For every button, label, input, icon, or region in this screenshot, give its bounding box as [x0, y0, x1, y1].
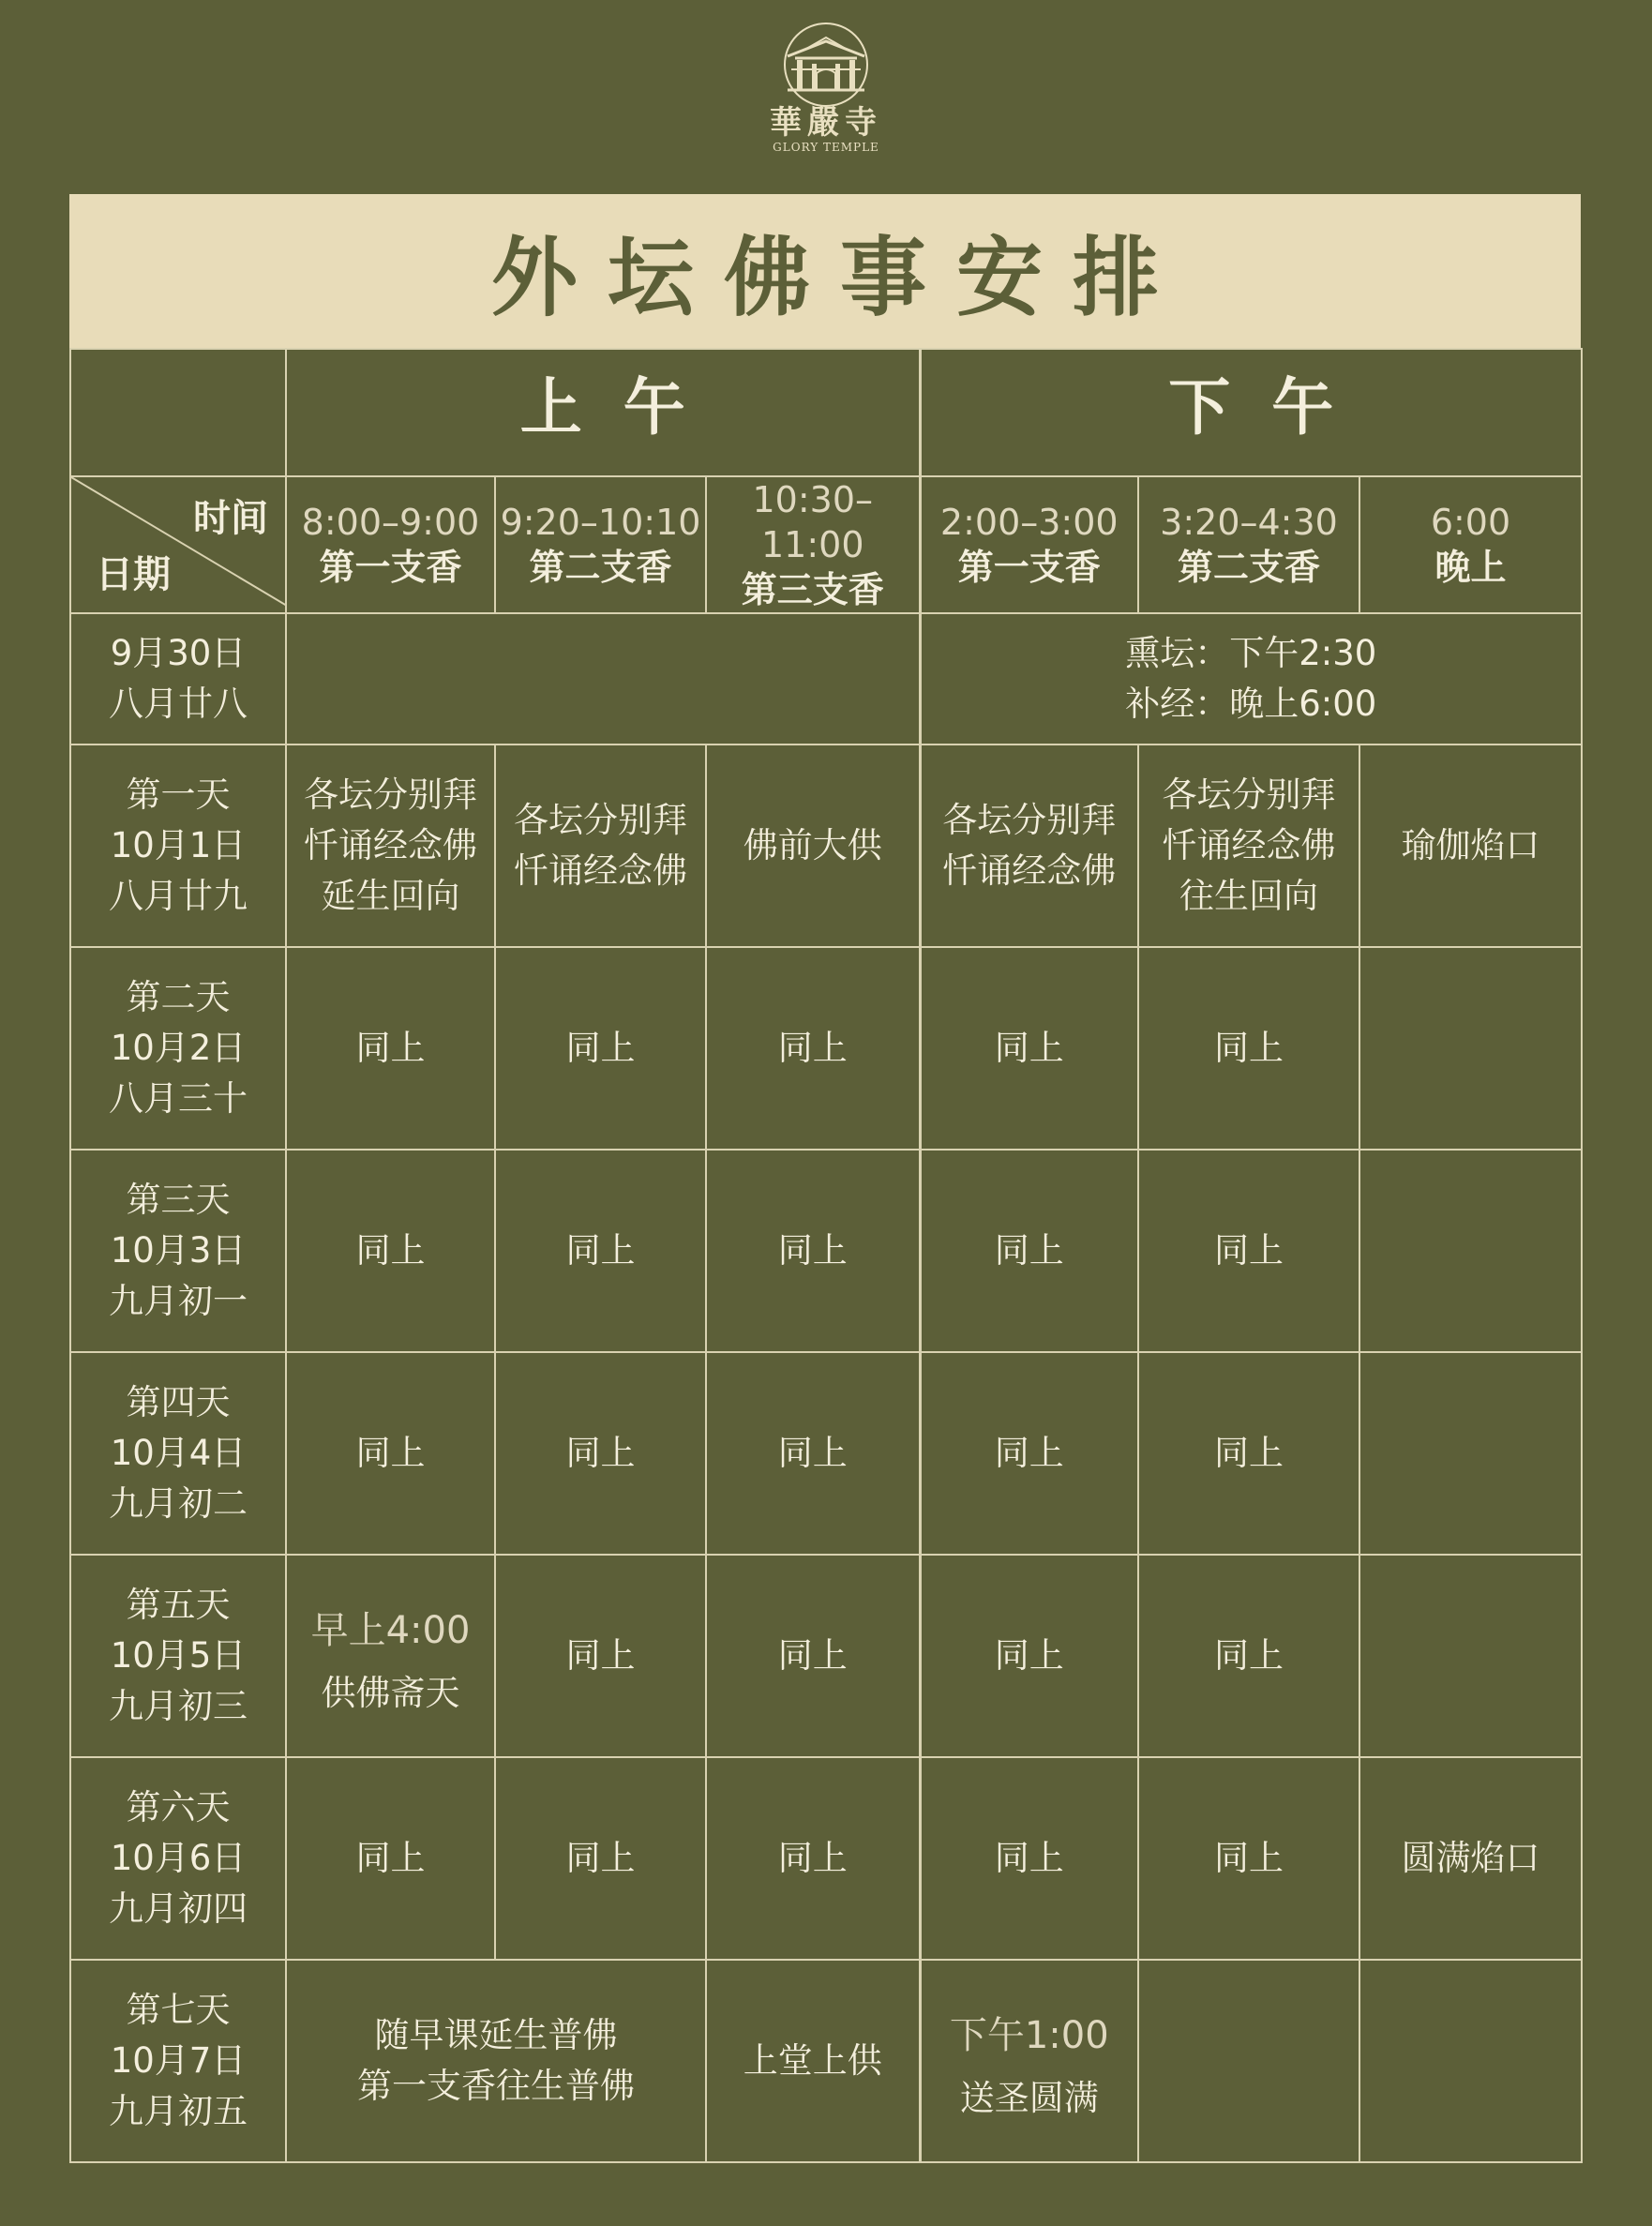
afternoon-label: 下午 [1168, 371, 1375, 444]
date-cell [70, 1352, 286, 1555]
date-text: 9月30日 [110, 633, 247, 673]
lunar-date: 九月初三 [109, 1686, 248, 1726]
schedule-cell: 同上 [706, 1352, 920, 1555]
schedule-cell [1138, 745, 1359, 947]
empty-cell [1359, 1960, 1582, 2162]
day-label: 第六天 [126, 1787, 231, 1827]
table-row [70, 947, 1582, 1150]
logo-chinese-name: 華嚴寺 [770, 104, 882, 142]
lunar-date: 八月廿九 [109, 876, 248, 916]
schedule-cell: 同上 [495, 1352, 706, 1555]
schedule-cell: 同上 [495, 1150, 706, 1352]
afternoon-header [920, 349, 1582, 476]
table-row [70, 1150, 1582, 1352]
page-title: 外坛佛事安排 [490, 227, 1189, 328]
note-line: 熏坛：下午2:30 [1125, 633, 1377, 673]
date-text: 10月3日 [110, 1230, 247, 1271]
date-text: 10月1日 [110, 825, 247, 865]
cell-line: 供佛斋天 [321, 1673, 460, 1713]
prep-note-cell [920, 613, 1582, 745]
column-time: 8:00–9:00 [301, 502, 480, 543]
cell-time: 早上4:00 [310, 1609, 471, 1652]
column-slot: 第二支香 [529, 547, 672, 588]
cell-line: 各坛分别拜 [514, 800, 687, 840]
date-cell [70, 1555, 286, 1757]
schedule-cell [1359, 745, 1582, 947]
cell-line: 各坛分别拜 [1162, 775, 1336, 815]
schedule-cell: 同上 [495, 1555, 706, 1757]
column-header [495, 476, 706, 613]
column-header [1359, 476, 1582, 613]
cell-line: 送圣圆满 [959, 2078, 1099, 2118]
schedule-cell [920, 745, 1138, 947]
schedule-cell [1359, 947, 1582, 1150]
lunar-date: 九月初四 [109, 1888, 248, 1929]
table-row [70, 1960, 1582, 2162]
logo-english-name: GLORY TEMPLE [773, 141, 879, 154]
day-label: 第二天 [126, 977, 231, 1017]
schedule-cell [1359, 1555, 1582, 1757]
schedule-cell: 同上 [1138, 1150, 1359, 1352]
date-text: 10月5日 [110, 1635, 247, 1676]
schedule-cell: 上堂上供 [706, 1960, 920, 2162]
schedule-cell: 同上 [920, 1352, 1138, 1555]
cell-line: 佛前大供 [743, 825, 882, 865]
corner-blank-cell [70, 349, 286, 476]
date-cell [70, 1757, 286, 1960]
column-slot: 第一支香 [957, 547, 1101, 588]
corner-date-label: 日期 [96, 553, 171, 596]
column-time: 6:00 [1430, 502, 1511, 543]
cell-line: 各坛分别拜 [304, 775, 477, 815]
lunar-date: 九月初二 [109, 1483, 248, 1524]
table-row [70, 1352, 1582, 1555]
temple-logo [757, 21, 895, 169]
schedule-cell: 圆满焰口 [1359, 1757, 1582, 1960]
schedule-cell: 同上 [1138, 1555, 1359, 1757]
schedule-cell [286, 745, 495, 947]
schedule-cell [1359, 1150, 1582, 1352]
lunar-date: 九月初五 [109, 2091, 248, 2131]
merged-schedule-cell [286, 1960, 706, 2162]
schedule-cell [920, 1960, 1138, 2162]
table-row [70, 745, 1582, 947]
date-text: 10月7日 [110, 2040, 247, 2081]
day-label: 第五天 [126, 1585, 231, 1625]
schedule-cell: 同上 [920, 1555, 1138, 1757]
day-label: 第七天 [126, 1990, 231, 2030]
column-slot: 第二支香 [1177, 547, 1320, 588]
cell-line: 忏诵经念佛 [1162, 825, 1336, 865]
schedule-cell: 同上 [920, 947, 1138, 1150]
cell-line: 忏诵经念佛 [304, 825, 477, 865]
day-label: 第三天 [126, 1180, 231, 1220]
lunar-date: 八月三十 [109, 1078, 248, 1119]
schedule-cell [1359, 1352, 1582, 1555]
column-slot: 第一支香 [319, 547, 462, 588]
schedule-cell: 同上 [706, 947, 920, 1150]
date-text: 10月2日 [110, 1028, 247, 1068]
morning-label: 上午 [519, 371, 727, 444]
schedule-cell: 同上 [286, 1150, 495, 1352]
schedule-cell [286, 1555, 495, 1757]
column-header [1138, 476, 1359, 613]
cell-line: 延生回向 [321, 876, 460, 916]
date-cell [70, 1960, 286, 2162]
date-cell [70, 745, 286, 947]
table-row [70, 1757, 1582, 1960]
schedule-cell: 同上 [1138, 947, 1359, 1150]
cell-line: 忏诵经念佛 [514, 850, 687, 891]
column-header [706, 476, 920, 613]
header-row-halves [70, 349, 1582, 476]
empty-cell [1138, 1960, 1359, 2162]
cell-line: 瑜伽焰口 [1401, 825, 1540, 865]
lunar-date: 八月廿八 [109, 684, 248, 724]
column-header [286, 476, 495, 613]
cell-line: 往生回向 [1179, 876, 1318, 916]
table-row [70, 1555, 1582, 1757]
schedule-cell: 同上 [286, 1757, 495, 1960]
schedule-cell: 同上 [920, 1150, 1138, 1352]
temple-gate-icon [774, 21, 878, 109]
column-time: 3:20–4:30 [1160, 502, 1338, 543]
column-slot: 晚上 [1434, 547, 1507, 588]
table-row [70, 613, 1582, 745]
schedule-cell: 同上 [706, 1757, 920, 1960]
schedule-table [69, 348, 1583, 2163]
corner-header-cell [70, 476, 286, 613]
cell-line: 忏诵经念佛 [942, 850, 1117, 891]
lunar-date: 九月初一 [109, 1281, 248, 1321]
schedule-cell: 同上 [286, 947, 495, 1150]
date-cell [70, 947, 286, 1150]
column-time: 9:20–10:10 [500, 502, 701, 543]
schedule-cell [706, 745, 920, 947]
cell-line: 各坛分别拜 [942, 800, 1117, 840]
schedule-cell: 同上 [706, 1150, 920, 1352]
day-label: 第一天 [126, 775, 231, 815]
schedule-cell: 同上 [706, 1555, 920, 1757]
date-cell [70, 1150, 286, 1352]
column-slot: 第三支香 [741, 569, 884, 610]
corner-time-label: 时间 [193, 497, 268, 540]
header-row-times [70, 476, 1582, 613]
column-time: 10:30–11:00 [752, 479, 873, 565]
schedule-cell: 同上 [920, 1757, 1138, 1960]
schedule-cell: 同上 [286, 1352, 495, 1555]
schedule-cell: 同上 [495, 1757, 706, 1960]
column-header [920, 476, 1138, 613]
schedule-cell: 同上 [495, 947, 706, 1150]
schedule-cell: 同上 [1138, 1757, 1359, 1960]
cell-line: 第一支香往生普佛 [357, 2066, 635, 2106]
date-text: 10月4日 [110, 1433, 247, 1473]
cell-line: 随早课延生普佛 [374, 2015, 618, 2055]
date-text: 10月6日 [110, 1838, 247, 1878]
schedule-cell [495, 745, 706, 947]
title-bar [69, 194, 1581, 348]
empty-cell [286, 613, 920, 745]
date-cell [70, 613, 286, 745]
day-label: 第四天 [126, 1382, 231, 1422]
morning-header [286, 349, 920, 476]
schedule-cell: 同上 [1138, 1352, 1359, 1555]
note-line: 补经：晚上6:00 [1125, 684, 1377, 724]
cell-time: 下午1:00 [949, 2014, 1109, 2057]
column-time: 2:00–3:00 [939, 502, 1119, 543]
